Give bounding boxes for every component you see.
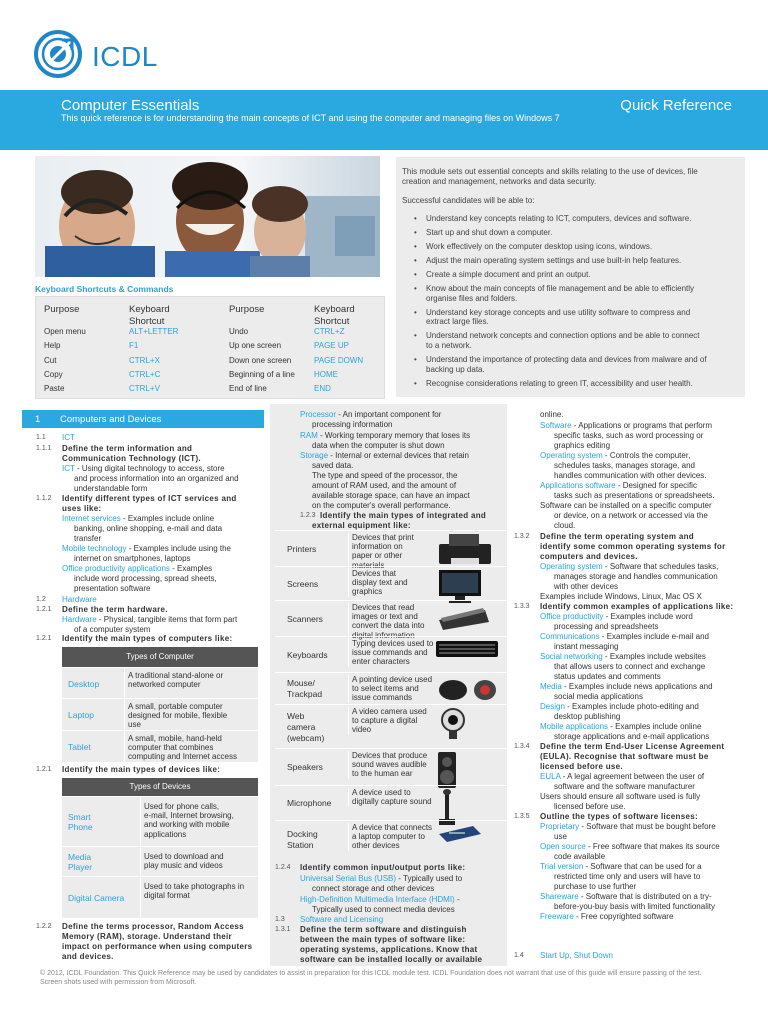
outcome-item: • Know about the main concepts of file management and be able to efficiently organise files and folders. xyxy=(402,284,739,304)
quick-reference-label: Quick Reference xyxy=(620,97,732,114)
equipment-row xyxy=(275,785,507,820)
equipment-row xyxy=(275,672,507,704)
equipment-name: Web camera (webcam) xyxy=(287,710,325,744)
text-line: Trial version - Software that can be used for a xyxy=(540,862,702,871)
item-number: 1.2.4 xyxy=(275,864,291,871)
header-keyboard-shortcut: Keyboard Shortcut xyxy=(129,304,170,327)
text-line: Proprietary - Software that must be bought before xyxy=(540,822,716,831)
text-line: purchase to use further xyxy=(554,882,637,891)
shortcut-key: ALT+LETTER xyxy=(129,327,179,336)
text-line: Mobile applications - Examples include online xyxy=(540,722,702,731)
text-line: available storage space, can have an impact xyxy=(312,491,470,500)
text-line: data when the computer is shut down xyxy=(312,441,445,450)
text-line: between the main types of software like: xyxy=(300,935,466,944)
text-line: Define the term information and xyxy=(62,444,193,453)
text-line: Identify the main types of integrated and xyxy=(320,511,487,520)
page-subtitle: This quick reference is for understanding the main concepts of ICT and using the computer and managing files on Windows 7 xyxy=(61,113,560,123)
text-line: instant messaging xyxy=(554,642,619,651)
outcome-item: • Understand key storage concepts and use utility software to compress and extract large files. xyxy=(402,308,739,328)
outcome-item: • Work effectively on the computer desktop using icons, windows. xyxy=(402,242,739,252)
equipment-row xyxy=(275,600,507,640)
text-line: Processor - An important component for xyxy=(300,410,442,419)
text-line: Software can be installed on a specific computer xyxy=(540,501,712,510)
item-number: 1.2.3 xyxy=(300,512,316,519)
text-line: external equipment like: xyxy=(312,521,411,530)
item-number: 1.3.3 xyxy=(514,603,530,610)
text-line: Design - Examples include photo-editing and xyxy=(540,702,699,711)
types-of-devices-header: Types of Devices xyxy=(62,778,258,796)
text-line: internet on smartphones, laptops xyxy=(74,554,191,563)
header-keyboard-shortcut-2: Keyboard Shortcut xyxy=(314,304,355,327)
equipment-name: Docking Station xyxy=(287,828,318,850)
shortcut-purpose: End of line xyxy=(229,384,267,394)
text-line: operating systems, applications. Know that xyxy=(300,945,478,954)
text-line: tasks such as presentations or spreadsheets. xyxy=(554,491,715,500)
text-line: include word processing, spread sheets, xyxy=(74,574,217,583)
device-desc: Used to take photographs in digital format xyxy=(140,877,244,918)
equipment-name: Speakers xyxy=(287,762,323,772)
text-line: Define the term operating system and xyxy=(540,532,694,541)
text-line: before-you-buy basis with limited functionality xyxy=(554,902,715,911)
text-line: storage applications and e-mail applications xyxy=(554,732,710,741)
device-row xyxy=(62,846,258,876)
shortcut-purpose: Help xyxy=(44,341,61,351)
shortcut-key: CTRL+Z xyxy=(314,327,345,336)
computer-type: Tablet xyxy=(68,742,91,752)
item-number: 1.2.1 xyxy=(36,635,52,642)
item-number: 1.2.2 xyxy=(36,923,52,930)
equipment-name: Scanners xyxy=(287,613,323,624)
item-number: 1.3.5 xyxy=(514,813,530,820)
device-type: Digital Camera xyxy=(68,893,125,903)
item-number: 1.3.2 xyxy=(514,533,530,540)
device-type: Smart Phone xyxy=(68,812,93,833)
title-banner xyxy=(0,90,768,150)
item-number: 1.2 xyxy=(36,596,46,603)
shortcut-key: CTRL+C xyxy=(129,369,161,379)
text-line: licensed before use. xyxy=(540,762,623,771)
text-line: ICT - Using digital technology to access, store xyxy=(62,464,225,473)
computer-desc: A traditional stand-alone or networked computer xyxy=(124,668,223,698)
item-number: 1.4 xyxy=(514,952,524,959)
text-line: Identify the main types of devices like: xyxy=(62,765,221,774)
text-line: RAM - Working temporary memory that loses its xyxy=(300,431,471,440)
item-number: 1.1 xyxy=(36,434,46,441)
equipment-name: Mouse/ Trackpad xyxy=(287,678,323,700)
text-line: Shareware - Software that is distributed on a try- xyxy=(540,892,712,901)
equipment-desc: Devices that read images or text and convert the data into digital information xyxy=(348,603,425,640)
text-line: transfer xyxy=(74,534,102,543)
text-line: Typically used to connect media devices xyxy=(312,905,455,914)
text-line: uses like: xyxy=(62,504,102,513)
scanner-icon xyxy=(435,602,491,635)
outcome-item: • Understand network concepts and connection options and be able to connect to a network. xyxy=(402,331,739,351)
shortcut-key: PAGE UP xyxy=(314,341,349,351)
shortcut-purpose: Up one screen xyxy=(229,341,282,351)
equipment-desc: Devices that display text and graphics xyxy=(348,569,408,597)
text-line: use xyxy=(554,832,567,841)
text-line: Internet services - Examples include online xyxy=(62,514,215,523)
text-line: banking, online shopping, e-mail and data xyxy=(74,524,223,533)
module-intro-panel xyxy=(396,157,745,397)
text-line: software and the software manufacturer xyxy=(554,782,695,791)
shortcut-purpose: Paste xyxy=(44,384,65,394)
outcome-item: • Start up and shut down a computer. xyxy=(402,228,739,238)
shortcuts-header-row xyxy=(36,302,384,327)
shortcut-row xyxy=(36,327,384,341)
computer-type: Laptop xyxy=(68,710,94,720)
equipment-name: Microphone xyxy=(287,798,332,808)
equipment-row xyxy=(275,748,507,785)
text-line: of a computer system xyxy=(74,625,151,634)
equipment-row xyxy=(275,704,507,748)
text-line: Universal Serial Bus (USB) - Typically used to xyxy=(300,874,463,883)
shortcut-purpose: Beginning of a line xyxy=(229,369,295,379)
text-line: Examples include Windows, Linux, Mac OS X xyxy=(540,592,702,601)
logo-wordmark: ICDL xyxy=(92,41,158,72)
text-line: understandable form xyxy=(74,484,148,493)
equipment-table xyxy=(275,530,507,857)
text-line: desktop publishing xyxy=(554,712,621,721)
text-line: that allows users to connect and exchange xyxy=(554,662,706,671)
text-line: restricted time only and users will have to xyxy=(554,872,701,881)
equipment-row xyxy=(275,530,507,570)
shortcut-purpose: Cut xyxy=(44,355,57,365)
computer-type: Desktop xyxy=(68,678,100,689)
text-line: or device, on a network or accessed via the xyxy=(554,511,708,520)
item-number: 1.3.4 xyxy=(514,743,530,750)
shortcut-purpose: Open menu xyxy=(44,327,86,336)
item-number: 1.1.1 xyxy=(36,445,52,452)
text-line: Mobile technology - Examples include using the xyxy=(62,544,231,553)
shortcut-key: CTRL+V xyxy=(129,384,160,394)
mouse-icon xyxy=(435,674,501,707)
text-line: code available xyxy=(554,852,606,861)
text-line: social media applications xyxy=(554,692,643,701)
text-line: presentation software xyxy=(74,584,151,593)
shortcut-key: CTRL+X xyxy=(129,355,160,365)
equipment-row xyxy=(275,636,507,672)
device-desc: Used for phone calls, e-mail, Internet browsing, and working with mobile applications xyxy=(140,797,234,846)
outcomes-list xyxy=(402,214,739,388)
keyboard-shortcuts-title: Keyboard Shortcuts & Commands xyxy=(35,284,174,294)
text-line: High-Definition Multimedia Interface (HDMI) - xyxy=(300,895,460,904)
equipment-name: Printers xyxy=(287,543,317,554)
shortcut-purpose: Copy xyxy=(44,369,63,379)
text-line: with other devices xyxy=(554,582,619,591)
text-line: (EULA). Recognise that software must be xyxy=(540,752,709,761)
text-line: handles communication with other devices. xyxy=(554,471,707,480)
equipment-desc: A pointing device used to select items and issue commands xyxy=(348,675,432,703)
shortcut-key: END xyxy=(314,384,331,394)
text-line: online. xyxy=(540,410,564,419)
text-line: saved data. xyxy=(312,461,354,470)
types-of-computer-header: Types of Computer xyxy=(62,647,258,667)
computer-desc: A small, mobile, hand-held computer that combines computing and Internet access xyxy=(124,731,237,762)
text-line: Operating system - Software that schedules tasks, xyxy=(540,562,719,571)
text-line: Software and Licensing xyxy=(300,915,384,924)
text-line: Communication Technology (ICT). xyxy=(62,454,201,463)
equipment-row xyxy=(275,820,507,857)
outcome-item: • Create a simple document and print an output. xyxy=(402,270,739,280)
shortcut-key: F1 xyxy=(129,341,139,351)
text-line: Open source - Free software that makes its source xyxy=(540,842,720,851)
text-line: Office productivity - Examples include word xyxy=(540,612,693,621)
footer-copyright: © 2012, ICDL Foundation. This Quick Reference may be used by candidates to assist in preparation for this ICDL module test. ICDL Foundation does not warrant that use of this guide will ensure passing of the test. Screen shots used with permission from Microsoft. xyxy=(40,970,702,987)
equipment-desc: Devices that produce sound waves audible to the human ear xyxy=(348,751,427,779)
text-line: manages storage and handles communication xyxy=(554,572,718,581)
text-line: Software - Applications or programs that perform xyxy=(540,421,713,430)
keyboard-icon xyxy=(435,638,499,663)
header-purpose-2: Purpose xyxy=(229,304,265,315)
shortcut-key: HOME xyxy=(314,369,338,379)
text-line: ICT xyxy=(62,433,75,442)
device-desc: Used to download and play music and videos xyxy=(140,847,224,876)
computer-row xyxy=(62,667,258,698)
text-line: amount of RAM used, and the amount of xyxy=(312,481,457,490)
equipment-desc: A device that connects a laptop computer to other devices xyxy=(348,823,432,851)
text-line: Identify different types of ICT services and xyxy=(62,494,237,503)
types-of-computer-table xyxy=(62,647,258,762)
text-line: Freeware - Free copyrighted software xyxy=(540,912,674,921)
text-line: Social networking - Examples include websites xyxy=(540,652,706,661)
shortcut-purpose: Undo xyxy=(229,327,249,336)
text-line: Storage - Internal or external devices that retain xyxy=(300,451,469,460)
types-of-devices-table xyxy=(62,778,258,918)
webcam-icon xyxy=(435,706,475,745)
text-line: Define the term End-User License Agreement xyxy=(540,742,725,751)
text-line: Hardware xyxy=(62,595,97,604)
text-line: software can be installed locally or available xyxy=(300,955,483,964)
text-line: identify some common operating systems for xyxy=(540,542,726,551)
icdl-logo xyxy=(32,28,182,80)
text-line: EULA - A legal agreement between the user of xyxy=(540,772,705,781)
section-1-header xyxy=(22,410,264,428)
equipment-name: Screens xyxy=(287,578,319,589)
shortcut-key: PAGE DOWN xyxy=(314,355,364,365)
equipment-desc: Typing devices used to issue commands and enter characters xyxy=(348,639,433,667)
item-number: 1.1.2 xyxy=(36,495,52,502)
equipment-row xyxy=(275,566,507,600)
text-line: Identify common examples of applications like: xyxy=(540,602,734,611)
computer-desc: A small, portable computer designed for mobile, flexible use xyxy=(124,699,227,730)
shortcut-row xyxy=(36,356,384,370)
keyboard-shortcuts-table xyxy=(35,296,385,399)
text-line: cloud. xyxy=(554,521,576,530)
device-row xyxy=(62,796,258,846)
item-number: 1.2.1 xyxy=(36,606,52,613)
text-line: connect storage and other devices xyxy=(312,884,435,893)
text-line: Hardware - Physical, tangible items that form part xyxy=(62,615,238,624)
text-line: schedules tasks, manages storage, and xyxy=(554,461,695,470)
page-title: Computer Essentials xyxy=(61,97,200,114)
shortcut-purpose: Down one screen xyxy=(229,355,292,365)
computer-row xyxy=(62,698,258,730)
text-line: Define the term software and distinguish xyxy=(300,925,467,934)
text-line: Define the term hardware. xyxy=(62,605,168,614)
item-number: 1.2.1 xyxy=(36,766,52,773)
computer-row xyxy=(62,730,258,762)
shortcut-row xyxy=(36,384,384,398)
intro-paragraph: This module sets out essential concepts and skills relating to the use of devices, file creation and management, networks and data security. xyxy=(402,167,698,186)
equipment-name: Keyboards xyxy=(287,649,328,660)
outcome-item: • Understand key concepts relating to ICT, computers, devices and software. xyxy=(402,214,739,224)
item-number: 1.3 xyxy=(275,916,285,923)
text-line: The type and speed of the processor, the xyxy=(312,471,458,480)
text-line: Office productivity applications - Examples xyxy=(62,564,213,573)
shortcut-row xyxy=(36,341,384,355)
section-title: Computers and Devices xyxy=(60,414,162,425)
section-number: 1 xyxy=(35,414,41,425)
text-line: Define the terms processor, Random Access xyxy=(62,922,244,931)
outcome-item: • Understand the importance of protecting data and devices from malware and of backing up data. xyxy=(402,355,739,375)
equipment-desc: A video camera used to capture a digital video xyxy=(348,707,427,735)
text-line: licensed before use. xyxy=(554,802,626,811)
device-type: Media Player xyxy=(68,852,93,873)
text-line: on the computer's overall performance. xyxy=(312,501,451,510)
text-line: and devices. xyxy=(62,952,114,961)
header-purpose: Purpose xyxy=(44,304,80,315)
text-line: Media - Examples include news applications and xyxy=(540,682,713,691)
text-line: processing and spreadsheets xyxy=(554,622,659,631)
icdl-globe-icon xyxy=(32,28,84,80)
text-line: graphics editing xyxy=(554,441,611,450)
shortcut-row xyxy=(36,370,384,384)
docking-station-icon xyxy=(435,822,485,849)
text-line: Operating system - Controls the computer, xyxy=(540,451,691,460)
intro-lead: Successful candidates will be able to: xyxy=(402,195,535,205)
text-line: impact on performance when using computers xyxy=(62,942,253,951)
text-line: Identify common input/output ports like: xyxy=(300,863,466,872)
device-row xyxy=(62,876,258,918)
text-line: Outline the types of software licenses: xyxy=(540,812,698,821)
equipment-desc: Devices that print information on paper or other materials xyxy=(348,533,414,570)
call-center-photo xyxy=(35,156,380,277)
item-number: 1.3.1 xyxy=(275,926,291,933)
equipment-desc: A device used to digitally capture sound xyxy=(348,788,432,806)
text-line: Communications - Examples include e-mail and xyxy=(540,632,709,641)
text-line: status updates and comments xyxy=(554,672,661,681)
outcome-item: • Adjust the main operating system settings and use built-in help features. xyxy=(402,256,739,266)
text-line: Identify the main types of computers like: xyxy=(62,634,233,643)
text-line: processing information xyxy=(312,420,393,429)
text-line: Start Up, Shut Down xyxy=(540,951,613,960)
text-line: Users should ensure all software used is fully xyxy=(540,792,701,801)
text-line: specific tasks, such as word processing or xyxy=(554,431,704,440)
text-line: and process information into an organized and xyxy=(74,474,239,483)
text-line: Memory (RAM), storage. Understand their xyxy=(62,932,232,941)
printer-icon xyxy=(435,532,495,571)
text-line: computers and devices. xyxy=(540,552,638,561)
outcome-item: • Recognise considerations relating to green IT, accessibility and user health. xyxy=(402,379,739,389)
text-line: Applications software - Designed for specific xyxy=(540,481,697,490)
